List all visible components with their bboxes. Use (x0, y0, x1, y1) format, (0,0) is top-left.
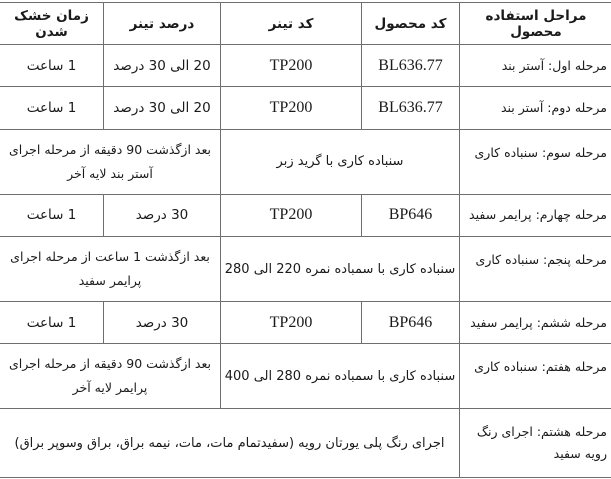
note-cell: بعد ازگذشت 90 دقیقه از مرحله اجرای آستر بند لایه آخر (0, 129, 221, 194)
table-row (0, 194, 611, 236)
thinner-code-cell: TP200 (221, 87, 362, 129)
stage-cell: مرحله پنجم: سنباده کاری (460, 237, 611, 302)
description-cell: سنباده کاری با سمباده نمره 280 الی 400 (221, 344, 460, 409)
stage-cell: مرحله اول: آستر بند (460, 45, 611, 87)
table-row (0, 409, 611, 478)
table-row (0, 344, 611, 409)
description-cell: اجرای رنگ پلی یورتان رویه (سفیدتمام مات، مات، نیمه براق، براق وسوپر براق) (0, 409, 460, 478)
dry-time-cell: 1 ساعت (0, 301, 104, 343)
thinner-percent-cell: 20 الی 30 درصد (104, 87, 221, 129)
table-row (0, 301, 611, 343)
table-header-row (0, 3, 611, 45)
product-code-cell: BP646 (362, 194, 460, 236)
description-cell: سنباده کاری با سمباده نمره 220 الی 280 (221, 237, 460, 302)
thinner-percent-cell: 30 درصد (104, 301, 221, 343)
thinner-code-cell: TP200 (221, 45, 362, 87)
thinner-percent-cell: 20 الی 30 درصد (104, 45, 221, 87)
thinner-percent-cell: 30 درصد (104, 194, 221, 236)
thinner-code-cell: TP200 (221, 301, 362, 343)
dry-time-cell: 1 ساعت (0, 87, 104, 129)
stage-cell: مرحله سوم: سنباده کاری (460, 129, 611, 194)
table-row (0, 237, 611, 302)
description-cell: سنباده کاری با گرید زبر (221, 129, 460, 194)
table-row (0, 45, 611, 87)
stage-cell: مرحله دوم: آستر بند (460, 87, 611, 129)
dry-time-cell: 1 ساعت (0, 45, 104, 87)
product-code-cell: BL636.77 (362, 45, 460, 87)
table-row (0, 87, 611, 129)
header-thinner-code: کد تینر (221, 3, 362, 45)
product-code-cell: BL636.77 (362, 87, 460, 129)
stage-cell: مرحله هفتم: سنباده کاری (460, 344, 611, 409)
note-cell: بعد ازگذشت 90 دقیقه از مرحله اجرای پرایمر لایه آخر (0, 344, 221, 409)
header-stage: مراحل استفاده محصول (460, 3, 611, 45)
product-code-cell: BP646 (362, 301, 460, 343)
note-cell: بعد ازگذشت 1 ساعت از مرحله اجرای پرایمر سفید (0, 237, 221, 302)
stage-cell: مرحله هشتم: اجرای رنگ رویه سفید (460, 409, 611, 478)
stage-cell: مرحله ششم: پرایمر سفید (460, 301, 611, 343)
thinner-code-cell: TP200 (221, 194, 362, 236)
product-usage-table (0, 2, 611, 478)
dry-time-cell: 1 ساعت (0, 194, 104, 236)
header-dry-time: زمان خشک شدن (0, 3, 104, 45)
header-thinner-percent: درصد تینر (104, 3, 221, 45)
stage-cell: مرحله چهارم: پرایمر سفید (460, 194, 611, 236)
header-product-code: کد محصول (362, 3, 460, 45)
table-row (0, 129, 611, 194)
